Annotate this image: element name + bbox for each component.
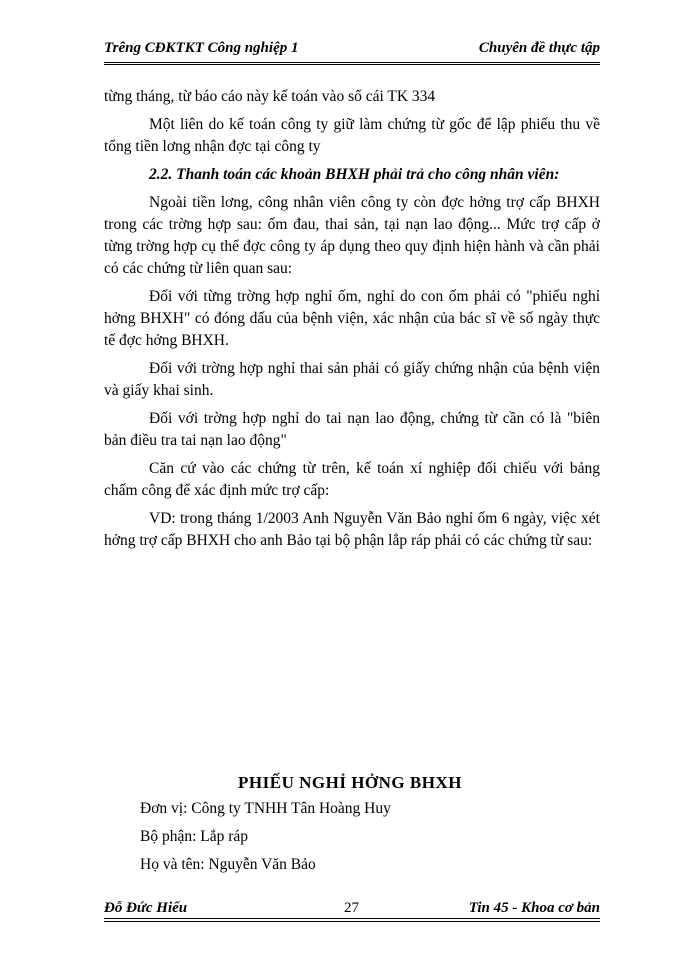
paragraph: VD: trong tháng 1/2003 Anh Nguyễn Văn Bảo nghỉ ốm 6 ngày, việc xét hởng trợ cấp BHXH cho anh Bảo tại bộ phận lắp ráp phải có các chứng từ sau:: [104, 510, 600, 549]
form-fields: [140, 795, 391, 879]
form-employee-name: Họ và tên: Nguyễn Văn Bảo: [140, 856, 316, 873]
form-department: Bộ phận: Lắp ráp: [140, 828, 249, 845]
paragraph: Đối với từng trờng hợp nghỉ ốm, nghỉ do con ốm phải có "phiếu nghỉ hởng BHXH" có đóng dấu của bệnh viện, xác nhận của bác sĩ về số ngày thực tế đợc hởng BHXH.: [104, 288, 600, 349]
section-heading: 2.2. Thanh toán các khoản BHXH phải trả cho công nhân viên:: [149, 166, 560, 183]
document-body: [104, 86, 600, 558]
footer-rule: [104, 918, 600, 919]
paragraph: Đối với trờng hợp nghỉ do tai nạn lao động, chứng từ cần có là "biên bản điều tra tai nạn lao động": [104, 410, 600, 449]
header-school: Trêng CĐKTKT Công nghiệp 1: [104, 40, 299, 56]
footer-class: Tin 45 - Khoa cơ bản: [468, 900, 600, 916]
footer-author: Đỗ Đức Hiếu: [104, 900, 188, 916]
paragraph: Ngoài tiền lơng, công nhân viên công ty còn đợc hởng trợ cấp BHXH trong các trờng hợp sau: ốm đau, thai sản, tại nạn lao động... Mức trợ cấp ở từng trờng hợp cụ thể đợc công ty áp dụng theo quy định hiện hành và cần phải có các chứng từ liên quan sau:: [104, 194, 600, 277]
paragraph: Đối với trờng hợp nghỉ thai sản phải có giấy chứng nhận của bệnh viện và giấy khai sinh.: [104, 360, 600, 399]
form-unit: Đơn vị: Công ty TNHH Tân Hoàng Huy: [140, 800, 391, 817]
paragraph: Một liên do kế toán công ty giữ làm chứng từ gốc để lập phiếu thu về tổng tiền lơng nhận đợc tại công ty: [104, 116, 600, 155]
paragraph: từng tháng, từ báo cáo này kế toán vào sổ cái TK 334: [104, 88, 436, 105]
header-rule: [104, 62, 600, 65]
page-header: [104, 40, 600, 62]
header-subject: Chuyên đề thực tập: [478, 40, 600, 56]
footer-rule: [104, 921, 600, 922]
page-number: 27: [344, 900, 359, 916]
paragraph: Căn cứ vào các chứng từ trên, kế toán xí nghiệp đối chiếu với bảng chấm công để xác định mức trợ cấp:: [104, 460, 600, 499]
form-title: PHIẾU NGHỈ HỞNG BHXH: [238, 773, 462, 792]
